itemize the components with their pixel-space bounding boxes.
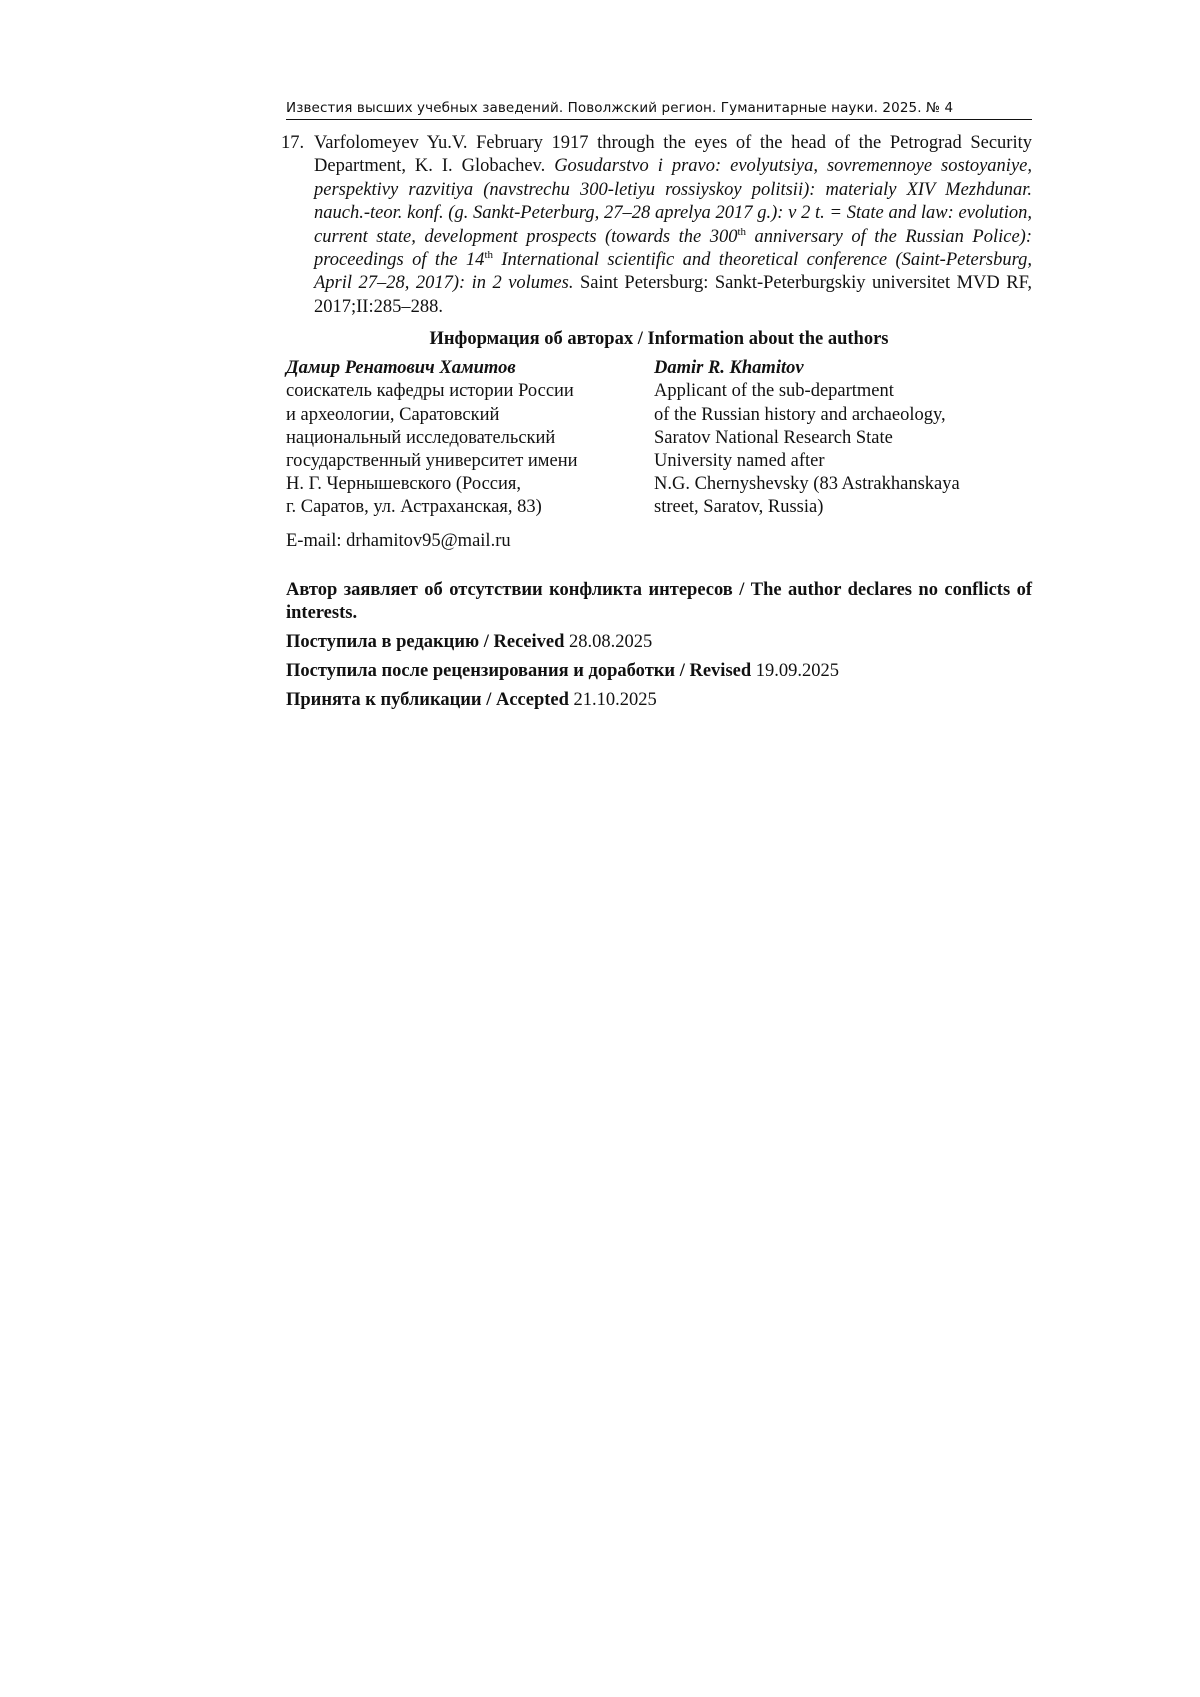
reference-italic-1: Gosudarstvo i pravo: evolyutsiya, sovremennoye sostoyaniye, perspektivy razvitiya (navstrechu 300-letiyu rossiyskoy politsii): materialy XIV Mezhdunar. nauch.-teor. konf. (g. Sankt-Peterburg, 27–28 aprelya 2017 g.): v 2 t. = State and law: evolution, current state, development prospects (towards the 300: [314, 156, 1032, 247]
date-value: 19.09.2025: [755, 661, 840, 682]
date-revised: [286, 660, 1032, 683]
author-ru-line: г. Саратов, ул. Астраханская, 83): [286, 497, 542, 518]
date-value: 21.10.2025: [573, 690, 657, 711]
reference-italic-3: International scientific and theoretical conference (Saint-Petersburg, April 27–28, 2017): in 2 volumes.: [314, 250, 1032, 294]
author-name-ru: Дамир Ренатович Хамитов: [286, 358, 516, 379]
reference-sup-1: th: [737, 225, 747, 238]
author-en-line: N.G. Chernyshevsky (83 Astrakhanskaya: [654, 474, 960, 495]
publication-dates: [286, 631, 1032, 712]
author-name-en: Damir R. Khamitov: [654, 358, 804, 379]
conflict-declaration: Автор заявляет об отсутствии конфликта интересов / The author declares no conflicts of interests.: [286, 579, 1032, 624]
reference-17: [281, 132, 1032, 319]
reference-italic-2: anniversary of the Russian Police): proceedings of the 14: [314, 226, 1032, 271]
author-ru-line: соискатель кафедры истории России: [286, 381, 574, 402]
author-en-line: University named after: [654, 451, 825, 472]
date-label: Поступила в редакцию / Received: [286, 632, 565, 653]
author-ru-column: [286, 357, 654, 519]
author-en-line: Applicant of the sub-department: [654, 381, 894, 402]
author-ru-line: и археологии, Саратовский: [286, 404, 500, 425]
date-label: Принята к публикации / Accepted: [286, 690, 569, 711]
page: [281, 100, 1032, 718]
date-received: [286, 631, 1032, 654]
date-value: 28.08.2025: [569, 632, 653, 653]
author-en-line: street, Saratov, Russia): [654, 497, 824, 518]
author-en-column: [654, 357, 1032, 519]
running-head: Известия высших учебных заведений. Поволжский регион. Гуманитарные науки. 2025. № 4: [286, 100, 1032, 120]
reference-number: 17.: [281, 133, 305, 153]
author-ru-line: Н. Г. Чернышевского (Россия,: [286, 474, 522, 495]
author-ru-line: государственный университет имени: [286, 451, 578, 472]
author-en-line: of the Russian history and archaeology,: [654, 404, 946, 425]
date-accepted: [286, 689, 1032, 712]
reference-publisher: Saint Petersburg: Sankt-Peterburgskiy universitet MVD RF, 2017;II:285–288.: [314, 273, 1032, 317]
reference-text: Varfolomeyev Yu.V. February 1917 through the eyes of the head of the Petrograd Security Department, K. I. Globachev.: [314, 133, 1032, 177]
date-label: Поступила после рецензирования и доработки / Revised: [286, 661, 752, 682]
authors-block: [286, 357, 1032, 519]
author-en-line: Saratov National Research State: [654, 427, 893, 448]
authors-info-heading: Информация об авторах / Information about the authors: [429, 329, 889, 350]
reference-sup-2: th: [484, 248, 493, 261]
author-ru-line: национальный исследовательский: [286, 427, 556, 448]
author-email: E-mail: drhamitov95@mail.ru: [286, 530, 511, 551]
